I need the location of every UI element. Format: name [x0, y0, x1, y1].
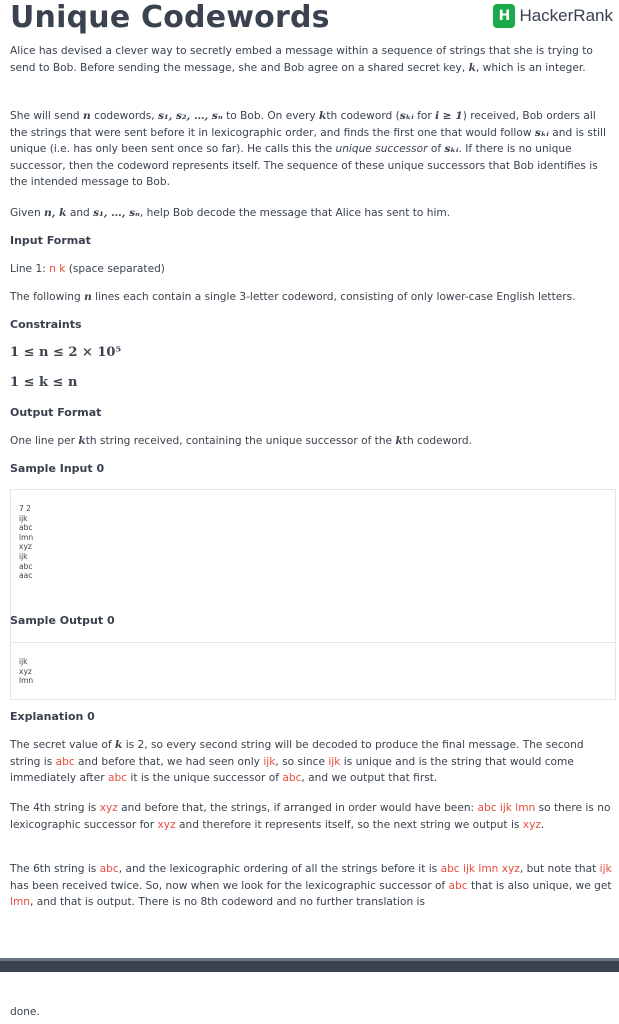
sample-input-line: lmn [19, 532, 34, 542]
sample-output-line: xyz [19, 666, 32, 676]
constraints-heading: Constraints [10, 318, 82, 331]
explanation-paragraph-3: The 6th string is abc, and the lexicographic ordering of all the strings before it is abc ijk lmn xyz, but note that ijk has been received twice. So, now when we look for the lexicographic successor of abc that is also unique, we get lmn, and that is output. There is no 8th codeword and no further translation is [10, 863, 612, 908]
page-title: Unique Codewords [10, 0, 330, 35]
brand-name: HackerRank [519, 6, 613, 25]
sample-input-heading: Sample Input 0 [10, 462, 105, 475]
intro-paragraph-1: Alice has devised a clever way to secretly embed a message within a sequence of strings that she is trying to send to Bob. Before sending the message, she and Bob agree on a shared secret key, k, which is an integer. [10, 45, 593, 74]
intro-paragraph-2: She will send n codewords, s₁, s₂, …, sₙ to Bob. On every kth codeword (sₖᵢ for i ≥ 1) received, Bob orders all the strings that were sent before it in lexicographic order, and finds the first one that would follow sₖᵢ and is still unique (i.e. has only been sent once so far). He calls this the unique successor of sₖᵢ. If there is no unique successor, then the codeword represents itself. The sequence of these unique successors that Bob identifies is the intended message to Bob. [10, 110, 606, 188]
constraint-2: 1 ≤ k ≤ n [10, 375, 78, 390]
sample-input-line: 7 2 [19, 504, 31, 513]
constraint-1: 1 ≤ n ≤ 2 × 10⁵ [10, 345, 122, 360]
sample-input-line: ijk [19, 513, 28, 523]
explanation-done: done. [10, 1006, 40, 1018]
input-format-line-1: Line 1: n k (space separated) [10, 263, 165, 275]
sample-input-line: ijk [19, 551, 28, 561]
input-format-line-2: The following n lines each contain a single 3-letter codeword, consisting of only lower-case English letters. [10, 291, 576, 303]
input-format-heading: Input Format [10, 234, 91, 247]
intro-paragraph-3: Given n, k and s₁, …, sₙ, help Bob decode the message that Alice has sent to him. [10, 207, 451, 219]
sample-input-line: xyz [19, 542, 32, 552]
sample-input-line: abc [19, 523, 33, 533]
header [0, 0, 619, 40]
explanation-heading: Explanation 0 [10, 710, 95, 723]
brand[interactable] [493, 4, 613, 28]
output-format-heading: Output Format [10, 406, 102, 419]
explanation-paragraph-1: The secret value of k is 2, so every second string will be decoded to produce the final message. The second string is abc and before that, we had seen only ijk, so since ijk is unique and is the string that would come immediately after abc it is the unique successor of abc, and we output that first. [10, 739, 584, 784]
sample-output-line: lmn [19, 676, 34, 686]
hackerrank-logo-icon: H [493, 4, 515, 28]
sample-input-line: aac [19, 571, 33, 581]
output-format-text: One line per kth string received, containing the unique successor of the kth codeword. [10, 435, 472, 447]
explanation-paragraph-2: The 4th string is xyz and before that, the strings, if arranged in order would have been: abc ijk lmn so there is no lexicographic successor for xyz and therefore it represents itself, so the next string we output is xyz. [10, 802, 611, 831]
sample-output-line: ijk [19, 657, 28, 666]
page-break-divider [0, 961, 619, 972]
sample-output-heading: Sample Output 0 [10, 614, 115, 627]
sample-output-block [10, 642, 616, 700]
sample-input-line: abc [19, 561, 33, 571]
